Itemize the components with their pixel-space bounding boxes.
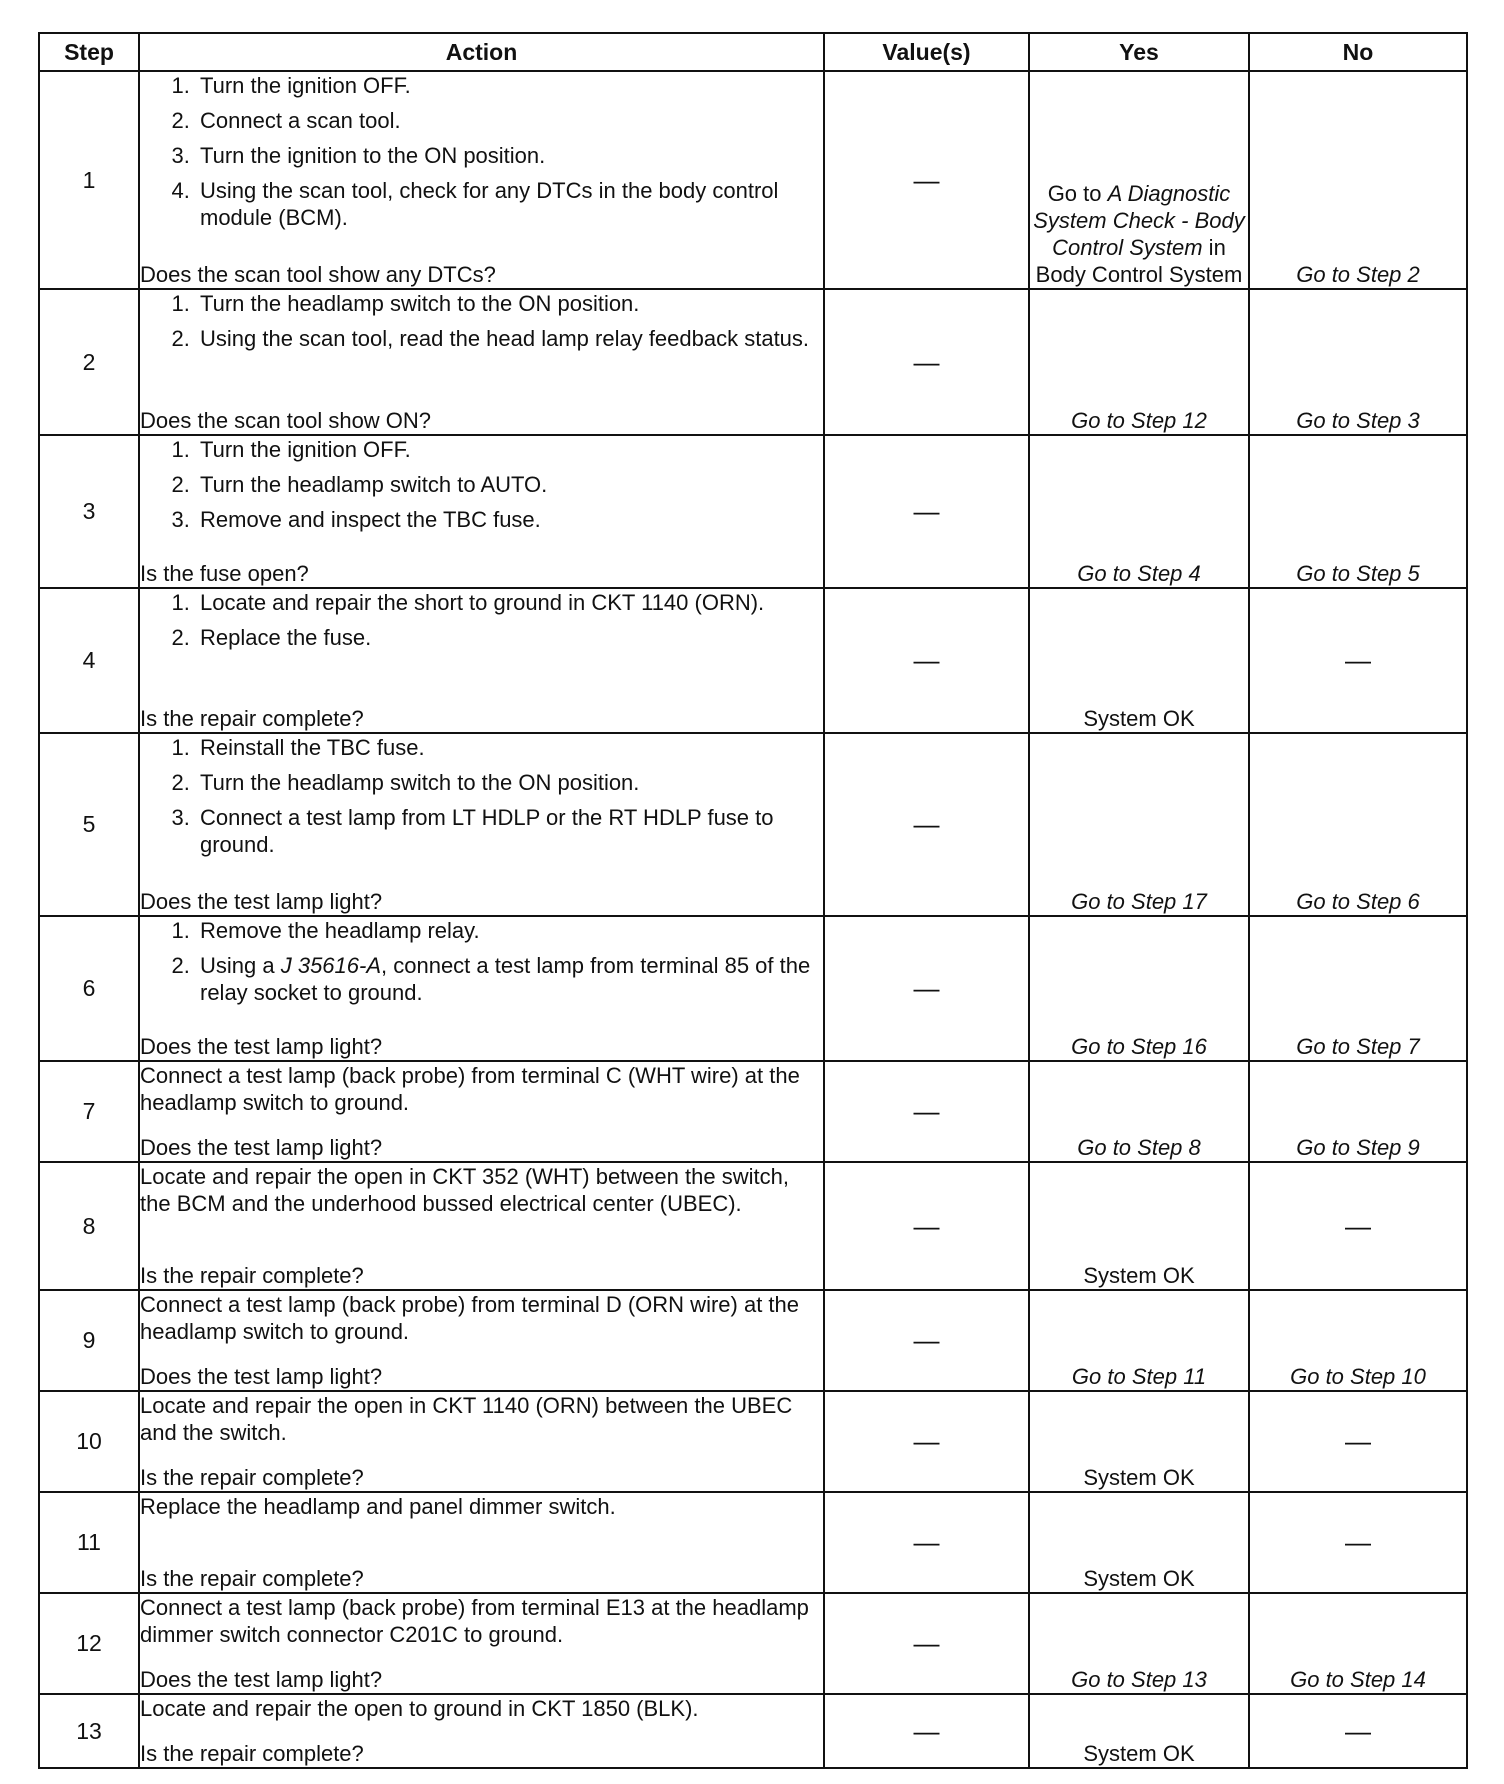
header-row	[39, 33, 1467, 71]
action-question: Does the scan tool show ON?	[140, 408, 432, 433]
action-cell	[139, 1061, 824, 1162]
action-steps	[140, 290, 823, 360]
action-question: Is the repair complete?	[140, 706, 364, 731]
action-cell	[139, 1492, 824, 1593]
yes-cell: Go to Step 16	[1029, 916, 1249, 1061]
action-content	[140, 436, 823, 587]
yes-cell: System OK	[1029, 1391, 1249, 1492]
action-content	[140, 1594, 823, 1693]
header-yes: Yes	[1029, 33, 1249, 71]
value-cell: —	[824, 289, 1029, 435]
action-step: 2. Replace the fuse.	[196, 624, 823, 651]
action-text: Connect a test lamp (back probe) from terminal E13 at the headlamp dimmer switch connector C201C to ground.	[140, 1595, 809, 1647]
no-cell: Go to Step 14	[1249, 1593, 1467, 1694]
action-content	[140, 1163, 823, 1289]
no-cell: —	[1249, 1391, 1467, 1492]
action-question: Does the scan tool show any DTCs?	[140, 262, 496, 287]
action-steps	[140, 917, 823, 1014]
step-number: 13	[39, 1694, 139, 1768]
value-cell: —	[824, 1162, 1029, 1290]
yes-cell: Go to Step 4	[1029, 435, 1249, 588]
no-cell: —	[1249, 1162, 1467, 1290]
action-cell	[139, 1162, 824, 1290]
header-values: Value(s)	[824, 33, 1029, 71]
step-number: 3	[39, 435, 139, 588]
yes-text	[1030, 180, 1248, 288]
action-step: 2. Using the scan tool, read the head lamp relay feedback status.	[196, 325, 823, 352]
action-text: Connect a test lamp (back probe) from terminal C (WHT wire) at the headlamp switch to ground.	[140, 1063, 800, 1115]
action-question: Is the repair complete?	[140, 1465, 364, 1490]
table-row	[39, 1391, 1467, 1492]
value-cell: —	[824, 1694, 1029, 1768]
step-number: 11	[39, 1492, 139, 1593]
action-cell	[139, 1290, 824, 1391]
step-number: 4	[39, 588, 139, 733]
action-cell	[139, 1593, 824, 1694]
action-step: 3. Connect a test lamp from LT HDLP or the RT HDLP fuse to ground.	[196, 804, 823, 858]
action-text: Locate and repair the open in CKT 352 (WHT) between the switch, the BCM and the underhood bussed electrical center (UBEC).	[140, 1164, 789, 1216]
yes-link: A Diagnostic System Check - Body Control System	[1033, 181, 1245, 260]
action-question: Is the repair complete?	[140, 1566, 364, 1591]
value-cell: —	[824, 71, 1029, 289]
action-cell	[139, 1694, 824, 1768]
value-cell: —	[824, 1391, 1029, 1492]
value-cell: —	[824, 1061, 1029, 1162]
action-step: 3. Turn the ignition to the ON position.	[196, 142, 823, 169]
yes-suffix: in Body Control System	[1035, 235, 1243, 287]
value-cell: —	[824, 1492, 1029, 1593]
action-step: 1. Turn the headlamp switch to the ON position.	[196, 290, 823, 317]
no-cell: —	[1249, 1694, 1467, 1768]
step-number: 6	[39, 916, 139, 1061]
no-cell: —	[1249, 1492, 1467, 1593]
action-content	[140, 1392, 823, 1491]
action-steps	[140, 734, 823, 866]
action-content	[140, 72, 823, 288]
action-cell	[139, 1391, 824, 1492]
action-question: Does the test lamp light?	[140, 1135, 383, 1160]
action-step: 2. Turn the headlamp switch to AUTO.	[196, 471, 823, 498]
action-step: 1. Reinstall the TBC fuse.	[196, 734, 823, 761]
yes-cell: Go to Step 11	[1029, 1290, 1249, 1391]
header-step: Step	[39, 33, 139, 71]
yes-cell: System OK	[1029, 1694, 1249, 1768]
action-content	[140, 1695, 823, 1767]
action-step: 1. Turn the ignition OFF.	[196, 72, 823, 99]
yes-cell: Go to Step 12	[1029, 289, 1249, 435]
table-row	[39, 1162, 1467, 1290]
action-cell	[139, 916, 824, 1061]
action-content	[140, 290, 823, 434]
action-cell	[139, 435, 824, 588]
action-step: 1. Turn the ignition OFF.	[196, 436, 823, 463]
tool-name: J 35616-A	[280, 953, 382, 978]
action-content	[140, 1493, 823, 1592]
table-row	[39, 1061, 1467, 1162]
table-row	[39, 1290, 1467, 1391]
step-text: Using a	[200, 953, 281, 978]
action-question: Is the repair complete?	[140, 1741, 364, 1766]
yes-cell: Go to Step 13	[1029, 1593, 1249, 1694]
action-question: Does the test lamp light?	[140, 1667, 383, 1692]
header-action: Action	[139, 33, 824, 71]
action-content	[140, 1291, 823, 1390]
action-content	[140, 1062, 823, 1161]
action-cell	[139, 71, 824, 289]
table-row	[39, 289, 1467, 435]
action-steps	[140, 72, 823, 239]
action-step: 4. Using the scan tool, check for any DTCs in the body control module (BCM).	[196, 177, 823, 231]
action-step	[196, 952, 823, 1006]
step-number: 9	[39, 1290, 139, 1391]
no-cell: Go to Step 2	[1249, 71, 1467, 289]
no-cell: Go to Step 3	[1249, 289, 1467, 435]
action-step: 2. Turn the headlamp switch to the ON position.	[196, 769, 823, 796]
table-row	[39, 435, 1467, 588]
table-row	[39, 916, 1467, 1061]
value-cell: —	[824, 588, 1029, 733]
action-content	[140, 734, 823, 915]
value-cell: —	[824, 1290, 1029, 1391]
yes-cell	[1029, 71, 1249, 289]
action-step: 1. Locate and repair the short to ground in CKT 1140 (ORN).	[196, 589, 823, 616]
action-question: Does the test lamp light?	[140, 1364, 383, 1389]
action-steps	[140, 589, 823, 659]
step-number: 8	[39, 1162, 139, 1290]
action-cell	[139, 588, 824, 733]
step-number: 5	[39, 733, 139, 916]
action-content	[140, 917, 823, 1060]
step-text: , connect a test lamp from terminal 85 of the relay socket to ground.	[200, 953, 811, 1005]
table-row	[39, 588, 1467, 733]
action-cell	[139, 733, 824, 916]
yes-cell: System OK	[1029, 1162, 1249, 1290]
no-cell: Go to Step 7	[1249, 916, 1467, 1061]
action-step: 1. Remove the headlamp relay.	[196, 917, 823, 944]
yes-prefix: Go to	[1047, 181, 1108, 206]
action-step: 2. Connect a scan tool.	[196, 107, 823, 134]
action-question: Does the test lamp light?	[140, 889, 383, 914]
action-question: Does the test lamp light?	[140, 1034, 383, 1059]
action-question: Is the repair complete?	[140, 1263, 364, 1288]
step-number: 12	[39, 1593, 139, 1694]
action-text: Replace the headlamp and panel dimmer switch.	[140, 1494, 616, 1519]
yes-cell: System OK	[1029, 588, 1249, 733]
action-cell	[139, 289, 824, 435]
step-number: 10	[39, 1391, 139, 1492]
value-cell: —	[824, 916, 1029, 1061]
value-cell: —	[824, 733, 1029, 916]
step-number: 1	[39, 71, 139, 289]
action-steps	[140, 436, 823, 541]
no-cell: —	[1249, 588, 1467, 733]
table-row	[39, 733, 1467, 916]
action-text: Locate and repair the open in CKT 1140 (ORN) between the UBEC and the switch.	[140, 1393, 793, 1445]
no-cell: Go to Step 9	[1249, 1061, 1467, 1162]
step-number: 7	[39, 1061, 139, 1162]
action-text: Connect a test lamp (back probe) from terminal D (ORN wire) at the headlamp switch to ground.	[140, 1292, 800, 1344]
header-no: No	[1249, 33, 1467, 71]
yes-cell: System OK	[1029, 1492, 1249, 1593]
no-cell: Go to Step 5	[1249, 435, 1467, 588]
diagnostic-table	[38, 32, 1468, 1769]
action-text: Locate and repair the open to ground in CKT 1850 (BLK).	[140, 1696, 699, 1721]
table-row	[39, 1593, 1467, 1694]
table-row	[39, 71, 1467, 289]
value-cell: —	[824, 1593, 1029, 1694]
action-step: 3. Remove and inspect the TBC fuse.	[196, 506, 823, 533]
no-cell: Go to Step 10	[1249, 1290, 1467, 1391]
value-cell: —	[824, 435, 1029, 588]
table-row	[39, 1694, 1467, 1768]
table-row	[39, 1492, 1467, 1593]
action-question: Is the fuse open?	[140, 561, 309, 586]
step-number: 2	[39, 289, 139, 435]
yes-cell: Go to Step 8	[1029, 1061, 1249, 1162]
action-content	[140, 589, 823, 732]
yes-cell: Go to Step 17	[1029, 733, 1249, 916]
no-cell: Go to Step 6	[1249, 733, 1467, 916]
